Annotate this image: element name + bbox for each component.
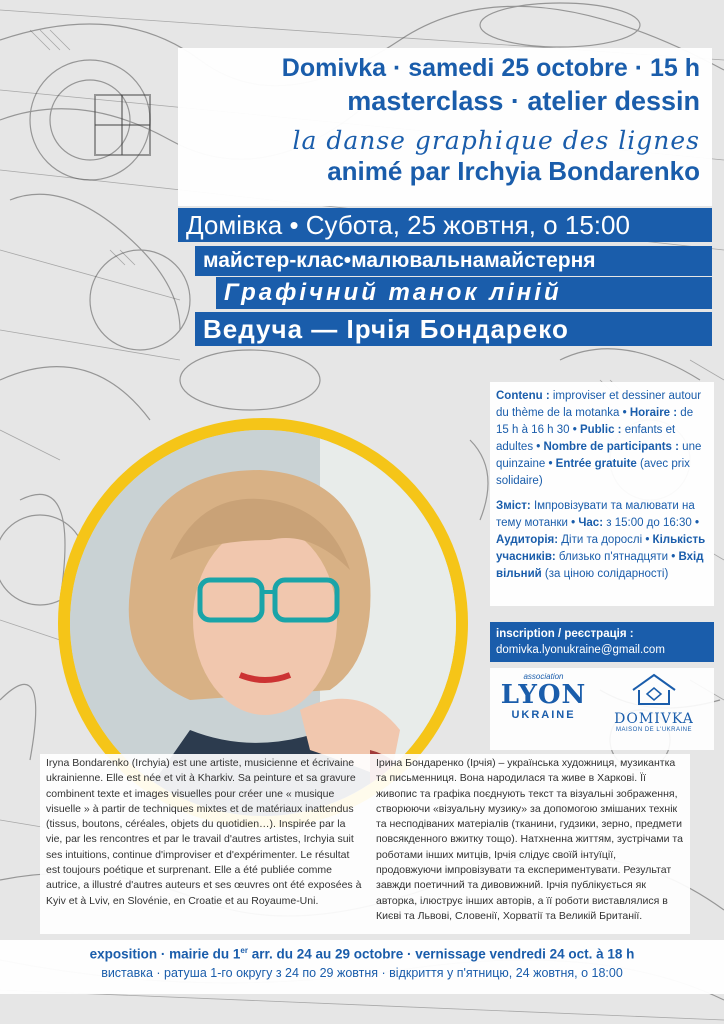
domivka-logo-sub: MAISON DE L'UKRAINE <box>616 727 692 733</box>
public-text: enfants et adultes <box>496 424 676 453</box>
participants-label: • Nombre de participants : <box>536 441 679 453</box>
horaire-label: • Horaire : <box>622 407 678 419</box>
chas-label: • Час: <box>571 517 604 529</box>
lyon-logo-small: association <box>523 672 564 681</box>
header-ua-line3: Графічний танок ліній <box>216 277 712 309</box>
header-fr-line4: animé par Irchyia Bondarenko <box>327 156 700 186</box>
info-fr <box>496 388 708 490</box>
header-fr-line3: la danse graphique des lignes <box>292 126 700 155</box>
lyon-logo-big: LYON <box>500 680 587 710</box>
footer-line1-sup: er <box>240 946 248 955</box>
footer-line1 <box>0 946 724 962</box>
footer-line2: виставка · ратуша 1-го округу з 24 по 29 жовтня · відкриття у п'ятницю, 24 жовтня, о 18:00 <box>101 966 623 980</box>
contenu-label: Contenu : <box>496 390 550 402</box>
entree-text: (avec prix solidaire) <box>496 458 690 487</box>
registration-title: inscription / реєстрація : <box>496 628 634 640</box>
chas-text: з 15:00 до 16:30 <box>603 517 695 529</box>
header-ua-line4: Ведуча — Ірчія Бондареко <box>195 312 712 346</box>
entree-label: • Entrée gratuite <box>548 458 637 470</box>
kilk-text: близько п'ятнадцяти <box>555 551 672 563</box>
house-icon <box>629 672 679 706</box>
vkhid-text: (за ціною солідарності) <box>541 568 669 580</box>
header-ua-line2: майстер-клас•малювальнамайстерня <box>195 246 712 276</box>
registration-box <box>490 622 714 662</box>
bio-ua: Ірина Бондаренко (Ірчія) – українська художниця, музикантка та письменниця. Вона народилася та живе в Харкові. Її живопис та графіка поєднують текст та візуальні зображення, створюючи «візуальну музику» за допомогою змішаних технік та несподіваних матеріалів (тканини, гудзики, зерно, предмети повсякденного вжитку тощо). Натхненна життям, зустрічами та роботами інших митців, Ірчія слідує своїй інтуїції, продовжуючи імпровізувати та експериментувати. Результат завжди поетичний та дивовижний. Ірчія публікується як авторка, ілюструє інших авторів, а її роботи виставлялися в Києві та Львові, Словенії, Хорватії та Великій Британії. <box>370 754 690 934</box>
info-box <box>490 382 714 606</box>
footer-line1-b: arr. du 24 au 29 octobre · vernissage vendredi 24 oct. à 18 h <box>247 946 635 962</box>
vkhid-label: • Вхід вільний <box>496 551 704 580</box>
logos-panel <box>490 668 714 750</box>
footer-panel <box>0 940 724 994</box>
zmist-text: Імпровізувати та малювати на тему мотанки <box>496 500 695 529</box>
header-fr-line2: masterclass · atelier dessin <box>347 86 700 116</box>
kilk-label: • Кількість учасників: <box>496 534 706 563</box>
domivka-logo-title: DOMIVKA <box>614 711 694 727</box>
participants-text: une quinzaine <box>496 441 702 470</box>
zmist-label: Зміст: <box>496 500 531 512</box>
lyon-ukraine-logo <box>496 672 591 746</box>
registration-email-link[interactable]: domivka.lyonukraine@gmail.com <box>496 644 665 656</box>
audit-label: • Аудиторія: <box>496 517 699 546</box>
public-label: • Public : <box>572 424 622 436</box>
header-fr-panel <box>178 48 712 206</box>
horaire-text: de 15 h à 16 h 30 <box>496 407 694 436</box>
bio-fr: Iryna Bondarenko (Irchyia) est une artiste, musicienne et écrivaine ukrainienne. Elle est née et vit à Kharkiv. Sa peinture et sa gravure combinent texte et images visuelles pour créer une « musique visuelle » à partir de techniques mixtes et de matériaux inattendus (tissus, boutons, céréales, objets du quotidien…). Inspirée par la vie, par les rencontres et par le travail d'autres artistes, Irchyia suit ses intuitions, continue d'improviser et d'expérimenter. Le résultat est toujours poétique et surprenant. Elle a été publiée comme autrice, a illustré d'autres auteurs et ses œuvres ont été exposées à Kyiv et à Lviv, en Slovénie, en Croatie et au Royaume-Uni. <box>40 754 370 934</box>
header-ua-line1: Домівка • Субота, 25 жовтня, о 15:00 <box>178 208 712 242</box>
header-fr-line1: Domivka · samedi 25 octobre · 15 h <box>281 54 700 82</box>
lyon-logo-sub: UKRAINE <box>511 709 576 721</box>
domivka-logo <box>602 672 706 746</box>
contenu-text: improviser et dessiner autour du thème de la motanka <box>496 390 702 419</box>
footer-line1-a: exposition · mairie du 1 <box>89 946 241 962</box>
info-ua <box>496 498 708 583</box>
audit-text: Діти та дорослі <box>558 534 646 546</box>
